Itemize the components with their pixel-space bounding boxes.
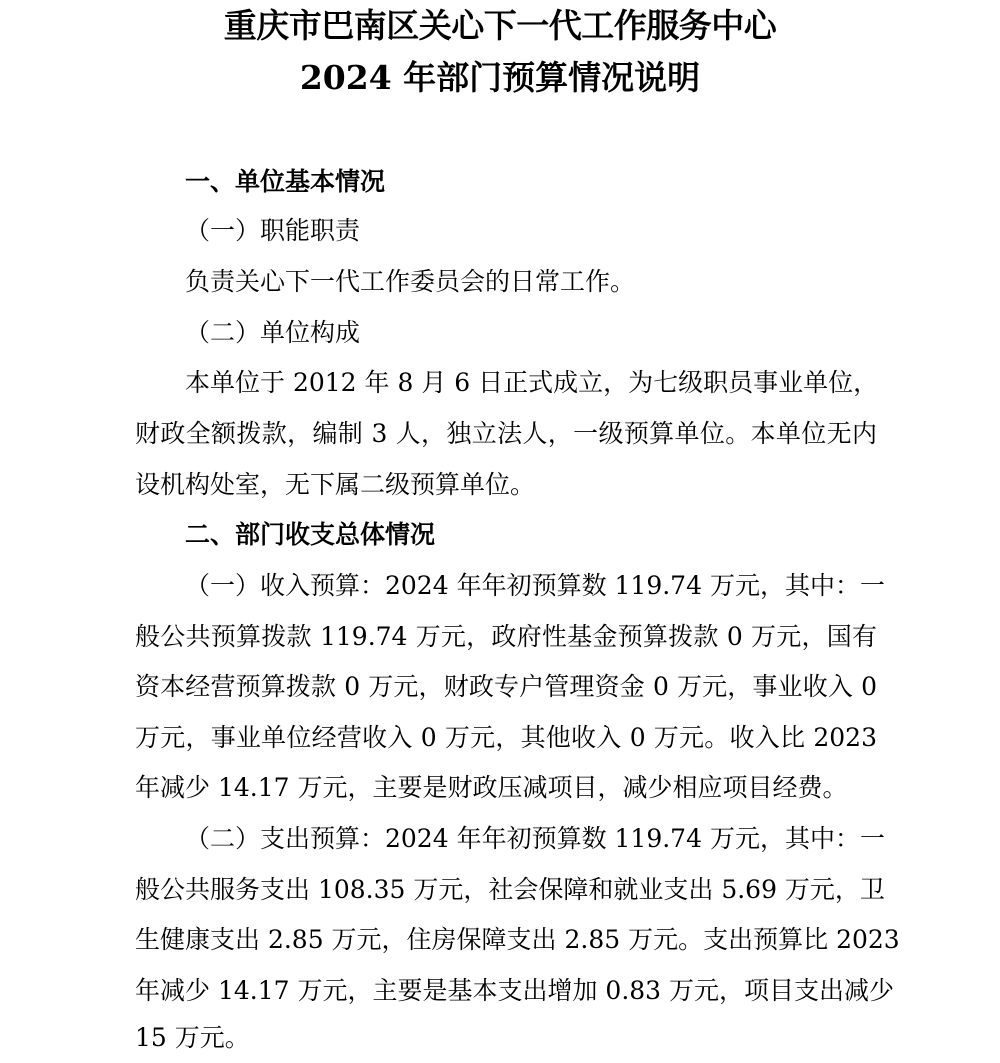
composition-line: 本单位于 2012 年 8 月 6 日正式成立，为七级职员事业单位，: [185, 368, 879, 397]
expense-line: 生健康支出 2.85 万元，住房保障支出 2.85 万元。支出预算比 2023: [135, 925, 900, 954]
section-heading-basic-info: 一、单位基本情况: [185, 167, 386, 196]
expense-line: 年减少 14.17 万元，主要是基本支出增加 0.83 万元，项目支出减少: [135, 976, 895, 1005]
section-heading-budget-overview: 二、部门收支总体情况: [185, 520, 436, 549]
expense-line: 般公共服务支出 108.35 万元，社会保障和就业支出 5.69 万元，卫: [135, 875, 885, 904]
subheading-composition: （二）单位构成: [185, 318, 361, 347]
income-line: 般公共预算拨款 119.74 万元，政府性基金预算拨款 0 万元，国有: [135, 622, 877, 651]
income-line: （一）收入预算：2024 年年初预算数 119.74 万元，其中：一: [185, 571, 885, 600]
income-line: 万元，事业单位经营收入 0 万元，其他收入 0 万元。收入比 2023: [135, 723, 877, 752]
expense-line: 15 万元。: [135, 1023, 250, 1052]
composition-line: 财政全额拨款，编制 3 人，独立法人，一级预算单位。本单位无内: [135, 419, 877, 448]
document-title-line1: 重庆市巴南区关心下一代工作服务中心: [223, 6, 777, 45]
functions-text: 负责关心下一代工作委员会的日常工作。: [185, 267, 636, 296]
composition-line: 设机构处室，无下属二级预算单位。: [135, 470, 536, 499]
income-line: 年减少 14.17 万元，主要是财政压减项目，减少相应项目经费。: [135, 773, 848, 802]
expense-line: （二）支出预算：2024 年年初预算数 119.74 万元，其中：一: [185, 824, 885, 853]
subheading-functions: （一）职能职责: [185, 216, 361, 245]
income-line: 资本经营预算拨款 0 万元，财政专户管理资金 0 万元，事业收入 0: [135, 672, 877, 701]
document-title-line2: 2024 年部门预算情况说明: [299, 58, 701, 97]
